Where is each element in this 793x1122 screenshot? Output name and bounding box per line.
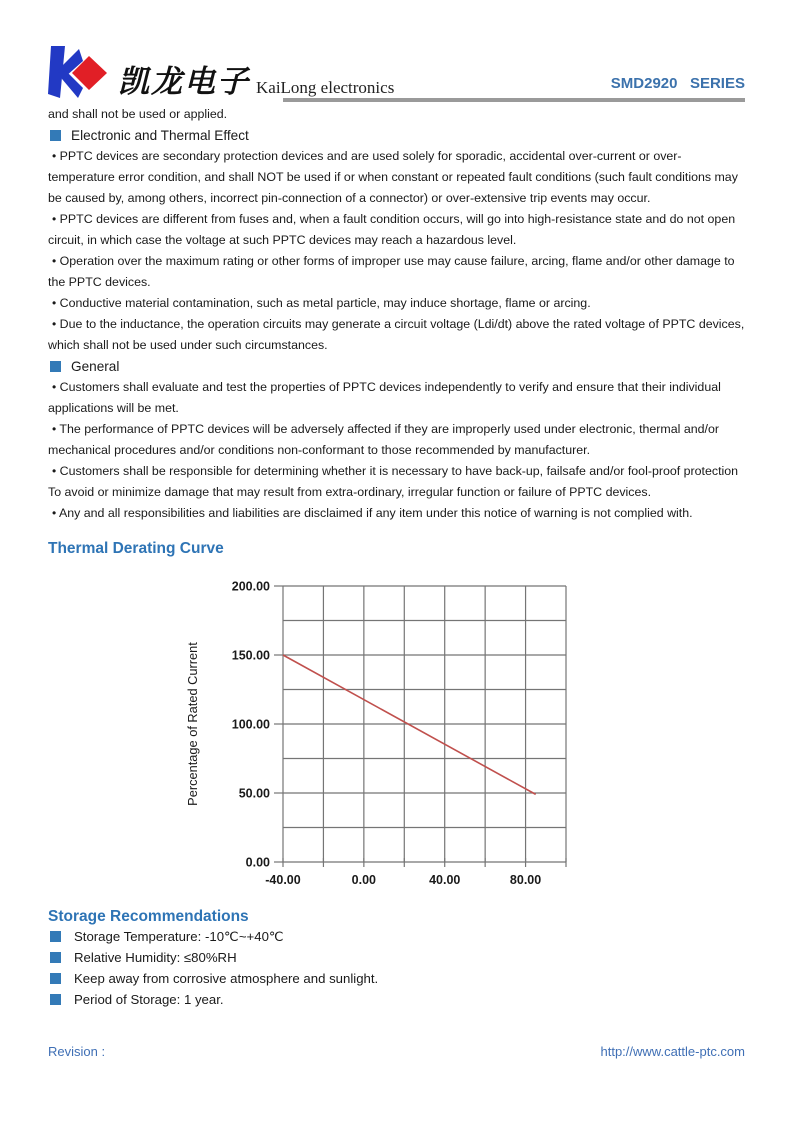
bullet-paragraph xyxy=(48,377,748,419)
square-bullet-icon xyxy=(50,973,61,984)
bullet-paragraph xyxy=(48,146,748,209)
section-title-label: General xyxy=(71,359,120,374)
section-title-general xyxy=(48,356,745,377)
paragraph-text: Any and all responsibilities and liabilities are disclaimed if any item under this notice of warning is not complied with. xyxy=(58,506,693,520)
storage-item-period xyxy=(48,989,745,1010)
page-footer xyxy=(48,1044,745,1059)
section-title-electronic-thermal xyxy=(48,125,745,146)
bullet-paragraph xyxy=(48,503,748,524)
brand-name-english: KaiLong electronics xyxy=(256,78,395,98)
paragraph-text: Due to the inductance, the operation circuits may generate a circuit voltage (Ldi/dt) above the rated voltage of PPTC devices, which shall not be used under such circumstances. xyxy=(48,317,745,352)
storage-item-text: Storage Temperature: -10℃~+40℃ xyxy=(74,929,284,944)
svg-text:40.00: 40.00 xyxy=(429,873,461,887)
brand-name-chinese: 凯龙电子 xyxy=(118,64,250,100)
paragraph-text: Operation over the maximum rating or other forms of improper use may cause failure, arcing, flame and/or other damage to the PPTC devices. xyxy=(48,254,735,289)
section-title-label: Electronic and Thermal Effect xyxy=(71,128,249,143)
header-divider xyxy=(283,98,745,102)
svg-text:100.00: 100.00 xyxy=(231,717,270,732)
svg-text:200.00: 200.00 xyxy=(231,579,270,594)
storage-item-text: Period of Storage: 1 year. xyxy=(74,992,224,1007)
square-bullet-icon xyxy=(50,994,61,1005)
website-link[interactable]: http://www.cattle-ptc.com xyxy=(600,1044,745,1059)
storage-item-humidity xyxy=(48,947,745,968)
continued-text: and shall not be used or applied. xyxy=(48,107,228,121)
storage-item-atmosphere xyxy=(48,968,745,989)
bullet-paragraph xyxy=(48,461,748,503)
bullet-icon: • xyxy=(52,422,57,436)
paragraph-text: Conductive material contamination, such as metal particle, may induce shortage, flame or arcing. xyxy=(59,296,591,310)
svg-text:0.00: 0.00 xyxy=(245,855,270,870)
svg-text:50.00: 50.00 xyxy=(238,786,270,801)
revision-label: Revision : xyxy=(48,1044,106,1059)
bullet-icon: • xyxy=(52,212,57,226)
svg-text:80.00: 80.00 xyxy=(509,873,542,887)
bullet-icon: • xyxy=(52,380,57,394)
storage-item-text: Keep away from corrosive atmosphere and sunlight. xyxy=(74,971,379,986)
storage-recommendations-heading: Storage Recommendations xyxy=(48,908,249,925)
series-title: SMD2920 SERIES xyxy=(610,75,745,92)
page-header xyxy=(48,46,745,102)
bullet-icon: • xyxy=(52,254,57,268)
paragraph-text: Customers shall be responsible for determining whether it is necessary to have back-up, failsafe and/or fool-proof protection To avoid or minimize damage that may result from extra-ordinary, irregular function or failure of PPTC devices. xyxy=(48,464,739,499)
bullet-icon: • xyxy=(52,464,57,478)
paragraph-text: PPTC devices are secondary protection devices and are used solely for sporadic, accidental over-current or over-temperature error condition, and shall NOT be used if or when constant or repeated fault conditions (such fault conditions may be caused by, among others, incorrect pin-connection of a connector) or over-extensive trip events may occur. xyxy=(48,149,738,205)
bullet-paragraph xyxy=(48,293,748,314)
thermal-derating-chart xyxy=(152,572,745,894)
paragraph-text: Customers shall evaluate and test the properties of PPTC devices independently to verify and ensure that their individual applications will be met. xyxy=(48,380,721,415)
bullet-paragraph xyxy=(48,251,748,293)
square-bullet-icon xyxy=(50,130,61,141)
derating-curve-plot xyxy=(152,572,632,894)
bullet-paragraph xyxy=(48,314,748,356)
kailong-logo-icon xyxy=(48,46,110,98)
storage-item-temperature xyxy=(48,926,745,947)
svg-text:150.00: 150.00 xyxy=(231,648,270,663)
bullet-icon: • xyxy=(52,296,57,310)
square-bullet-icon xyxy=(50,931,61,942)
svg-text:-40.00: -40.00 xyxy=(265,873,301,887)
paragraph-text: The performance of PPTC devices will be adversely affected if they are improperly used under electronic, thermal and/or mechanical procedures and/or conditions non-conformant to those recommended by manufacturer. xyxy=(48,422,719,457)
storage-item-text: Relative Humidity: ≤80%RH xyxy=(74,950,237,965)
thermal-derating-heading: Thermal Derating Curve xyxy=(48,540,224,557)
paragraph-text: PPTC devices are different from fuses and, when a fault condition occurs, will go into high-resistance state and do not open circuit, in which case the voltage at such PPTC devices may reach a hazardous level. xyxy=(48,212,736,247)
bullet-paragraph xyxy=(48,209,748,251)
svg-text:Percentage of Rated Current: Percentage of Rated Current xyxy=(185,642,200,806)
bullet-icon: • xyxy=(52,506,57,520)
square-bullet-icon xyxy=(50,361,61,372)
bullet-icon: • xyxy=(52,317,57,331)
square-bullet-icon xyxy=(50,952,61,963)
bullet-icon: • xyxy=(52,149,57,163)
svg-text:0.00: 0.00 xyxy=(351,873,377,887)
bullet-paragraph xyxy=(48,419,748,461)
